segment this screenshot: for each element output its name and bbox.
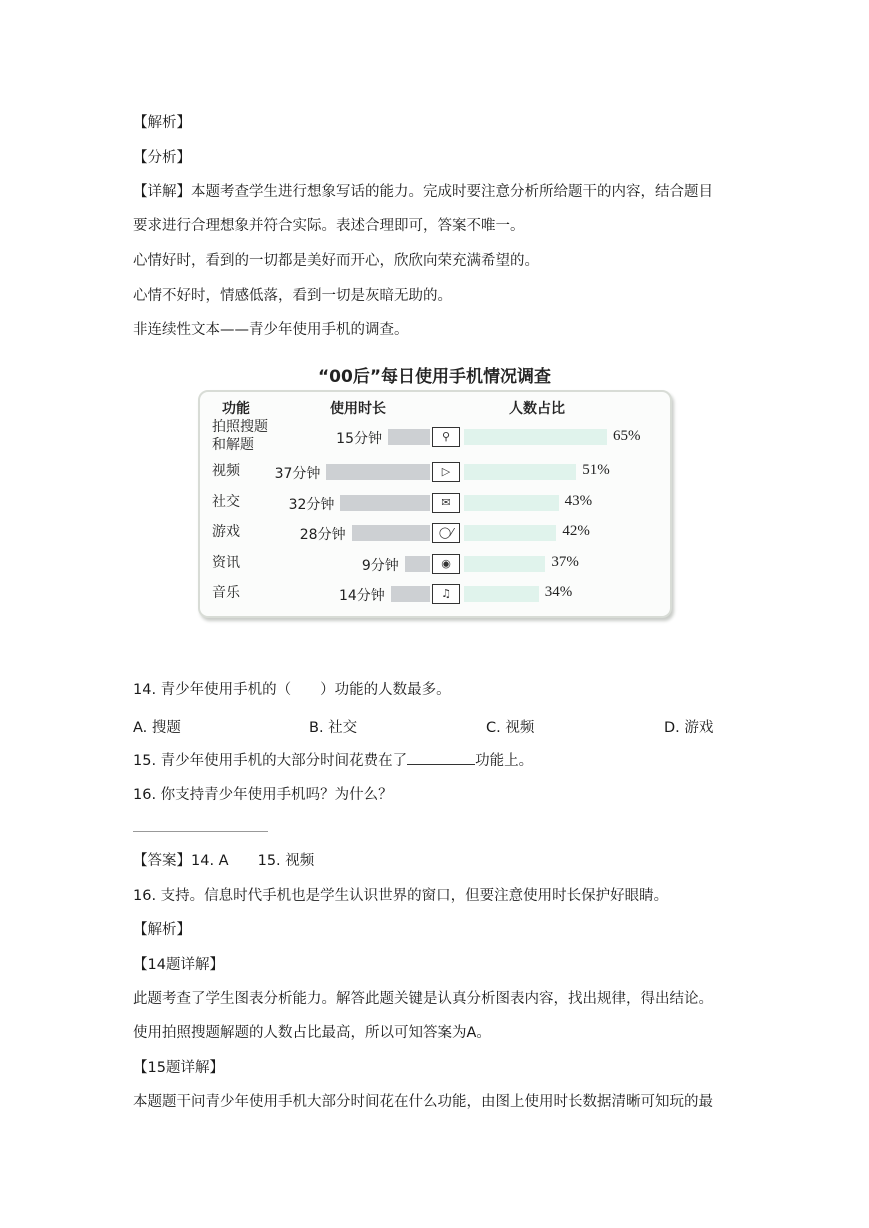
duration-label: 28分钟: [299, 527, 346, 543]
function-label: 拍照搜题: [212, 419, 268, 435]
duration-bar: [405, 556, 430, 572]
question-16: 16. 你支持青少年使用手机吗？为什么？: [133, 787, 393, 803]
paragraph-line: 心情好时，看到的一切都是美好而开心，欣欣向荣充满希望的。: [133, 253, 539, 269]
header-function: 功能: [222, 401, 250, 417]
duration-bar: [388, 429, 430, 445]
paragraph-line: 【详解】本题考查学生进行想象写话的能力。完成时要注意分析所给题干的内容，结合题目: [133, 184, 713, 200]
duration-bar: [391, 586, 430, 602]
function-label: 游戏: [212, 524, 240, 540]
percent-bar: [464, 495, 559, 511]
percent-label: 42%: [562, 523, 590, 539]
duration-label: 15分钟: [336, 431, 382, 447]
section-heading: 【15题详解】: [133, 1060, 224, 1076]
option-d: D. 游戏: [664, 720, 714, 736]
question-15-suffix: 功能上。: [475, 753, 534, 769]
music-icon: ♫: [432, 584, 460, 604]
percent-bar: [464, 464, 576, 480]
mail-icon: ✉: [432, 493, 460, 513]
paragraph-line: 非连续性文本——青少年使用手机的调查。: [133, 322, 409, 338]
function-label-line2: 和解题: [212, 437, 254, 453]
header-duration: 使用时长: [330, 401, 386, 417]
option-c: C. 视频: [486, 720, 535, 736]
percent-bar: [464, 429, 607, 445]
function-label: 音乐: [212, 585, 240, 601]
section-heading: 【解析】: [133, 115, 191, 131]
percent-bar: [464, 556, 545, 572]
section-heading: 【分析】: [133, 150, 191, 166]
paragraph-line: 本题题干问青少年使用手机大部分时间花在什么功能，由图上使用时长数据清晰可知玩的最: [133, 1094, 713, 1110]
function-label: 社交: [212, 494, 240, 510]
answer-line: 16. 支持。信息时代手机也是学生认识世界的窗口，但要注意使用时长保护好眼睛。: [133, 888, 669, 904]
option-b: B. 社交: [309, 720, 358, 736]
percent-bar: [464, 525, 556, 541]
duration-label: 32分钟: [288, 497, 335, 513]
globe-icon: ◉: [432, 554, 460, 574]
paragraph-line: 使用拍照搜题解题的人数占比最高，所以可知答案为A。: [133, 1025, 491, 1041]
function-label: 资讯: [212, 555, 240, 571]
percent-label: 43%: [564, 493, 593, 509]
game-icon: ◯⁄: [432, 523, 460, 543]
function-label: 视频: [212, 463, 240, 479]
header-percent: 人数占比: [509, 401, 565, 417]
duration-label: 37分钟: [274, 466, 321, 482]
duration-bar: [340, 495, 430, 511]
question-15-text: 15. 青少年使用手机的大部分时间花费在了: [133, 753, 408, 769]
option-a: A. 搜题: [133, 720, 181, 736]
play-icon: ▷: [432, 462, 460, 482]
answer-blank: [407, 750, 475, 765]
chart-title: “00后”每日使用手机情况调查: [317, 367, 551, 387]
section-heading: 【14题详解】: [133, 957, 224, 973]
section-heading: 【解析】: [133, 922, 191, 938]
percent-label: 65%: [613, 428, 641, 444]
paragraph-line: 要求进行合理想象并符合实际。表述合理即可，答案不唯一。: [133, 218, 525, 234]
duration-label: 9分钟: [361, 558, 399, 574]
percent-label: 51%: [582, 462, 610, 478]
percent-label: 37%: [551, 554, 579, 570]
percent-bar: [464, 586, 539, 602]
separator-line: [133, 831, 268, 832]
paragraph-line: 心情不好时，情感低落，看到一切是灰暗无助的。: [133, 288, 452, 304]
duration-label: 14分钟: [338, 588, 385, 604]
duration-bar: [326, 464, 430, 480]
duration-bar: [352, 525, 430, 541]
question-15: [133, 750, 533, 771]
paragraph-line: 此题考查了学生图表分析能力。解答此题关键是认真分析图表内容，找出规律，得出结论。: [133, 991, 713, 1007]
answer-line: 【答案】14. A 15. 视频: [133, 853, 315, 869]
percent-label: 34%: [544, 584, 573, 600]
question-14: 14. 青少年使用手机的（ ）功能的人数最多。: [133, 682, 451, 698]
search-icon: ⚲: [432, 427, 460, 447]
